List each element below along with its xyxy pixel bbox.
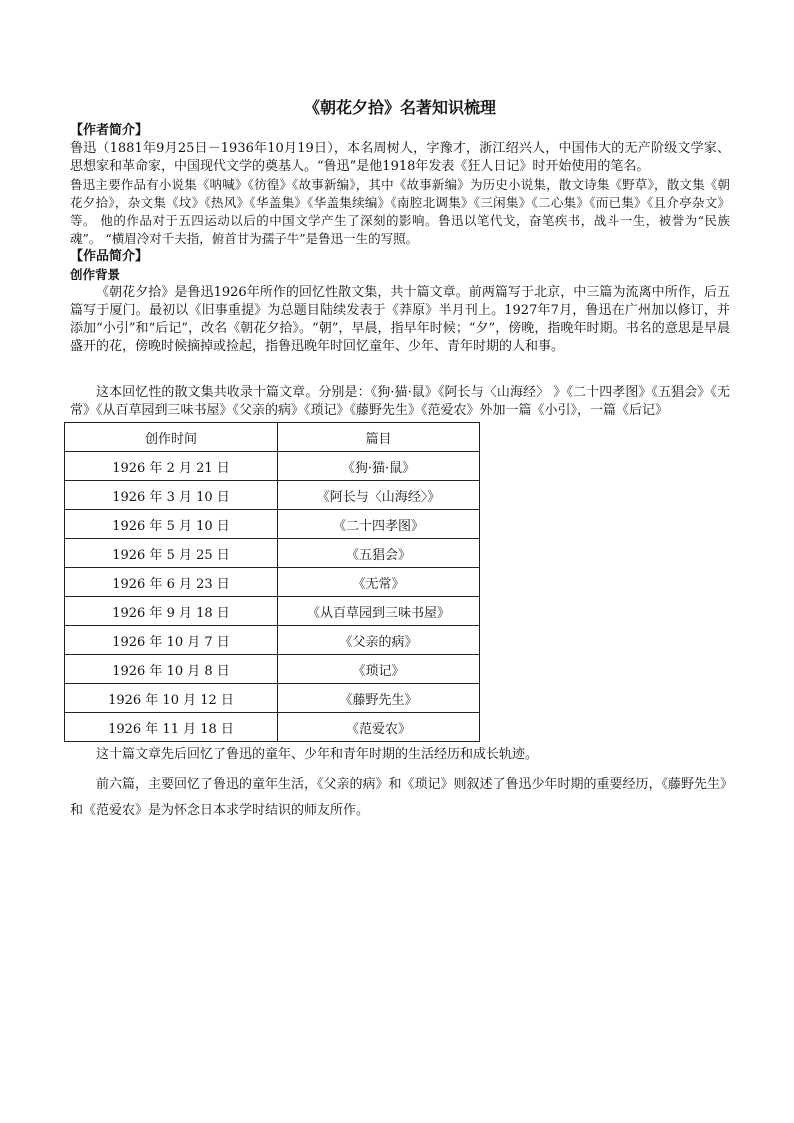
contents-paragraph: 这本回忆性的散文集共收录十篇文章。分别是：《狗·猫·鼠》《阿长与〈山海经〉 》《二十四孝图》《五猖会》《无常》《从百草园到三味书屋》《父亲的病》《琐记》《藤野先生》《范爱农》外加一篇《小引》，一篇《后记》 <box>70 385 730 418</box>
table-cell-date: 1926 年 5 月 10 日 <box>65 510 278 539</box>
table-cell-title: 《藤野先生》 <box>278 684 480 713</box>
table-cell-title: 《阿长与〈山海经〉》 <box>278 481 480 510</box>
table-cell-title: 《父亲的病》 <box>278 626 480 655</box>
table-row <box>65 510 480 539</box>
table-row <box>65 713 480 742</box>
background-subheader: 创作背景 <box>70 267 121 282</box>
table-cell-title: 《从百草园到三味书屋》 <box>278 597 480 626</box>
table-header-title: 篇目 <box>278 423 480 452</box>
table-row <box>65 655 480 684</box>
table-row <box>65 597 480 626</box>
table-cell-title: 《狗·猫·鼠》 <box>278 452 480 481</box>
table-row <box>65 626 480 655</box>
table-row <box>65 568 480 597</box>
table-row <box>65 684 480 713</box>
analysis-paragraph: 前六篇，主要回忆了鲁迅的童年生活，《父亲的病》和《琐记》则叙述了鲁迅少年时期的重要经历，《藤野先生》和《范爱农》是为怀念日本求学时结识的师友所作。 <box>70 777 727 818</box>
document-title: 《朝花夕拾》名著知识梳理 <box>303 98 496 117</box>
table-header-row <box>65 423 480 452</box>
author-works-paragraph: 鲁迅主要作品有小说集《呐喊》《彷徨》《故事新编》，其中《故事新编》为历史小说集，散文诗集《野草》，散文集《朝花夕拾》，杂文集《坟》《热风》《华盖集》《华盖集续编》《南腔北调集》《三闲集》《二心集》《而已集》《且介亭杂文》等。 他的作品对于五四运动以后的中国文学产生了深刻的影响。鲁迅以笔代戈，奋笔疾书，战斗一生，被誉为“民族魂”。 “横眉冷对千夫指，俯首甘为孺子牛”是鲁迅一生的写照。 <box>70 177 730 246</box>
table-cell-date: 1926 年 5 月 25 日 <box>65 539 278 568</box>
table-cell-date: 1926 年 9 月 18 日 <box>65 597 278 626</box>
document-page <box>70 96 730 824</box>
table-header-date: 创作时间 <box>65 423 278 452</box>
table-row <box>65 539 480 568</box>
table-cell-title: 《五猖会》 <box>278 539 480 568</box>
author-bio-paragraph: 鲁迅（1881年9月25日－1936年10月19日），本名周树人，字豫才，浙江绍兴人，中国伟大的无产阶级文学家、思想家和革命家，中国现代文学的奠基人。“鲁迅”是他1918年发表《狂人日记》时开始使用的笔名。 <box>70 141 730 174</box>
table-cell-date: 1926 年 11 月 18 日 <box>65 713 278 742</box>
table-cell-title: 《琐记》 <box>278 655 480 684</box>
works-table <box>64 422 480 742</box>
summary-paragraph: 这十篇文章先后回忆了鲁迅的童年、少年和青年时期的生活经历和成长轨迹。 <box>96 747 539 762</box>
table-cell-title: 《无常》 <box>278 568 480 597</box>
table-cell-date: 1926 年 2 月 21 日 <box>65 452 278 481</box>
table-cell-date: 1926 年 10 月 12 日 <box>65 684 278 713</box>
table-cell-date: 1926 年 3 月 10 日 <box>65 481 278 510</box>
table-row <box>65 452 480 481</box>
table-cell-title: 《范爱农》 <box>278 713 480 742</box>
work-section-header: 【作品简介】 <box>70 249 149 264</box>
table-row <box>65 481 480 510</box>
background-paragraph: 《朝花夕拾》是鲁迅1926年所作的回忆性散文集，共十篇文章。前两篇写于北京，中三篇为流离中所作，后五篇写于厦门。最初以《旧事重提》为总题目陆续发表于《莽原》半月刊上。1927年7月，鲁迅在广州加以修订，并添加“小引”和“后记”，改名《朝花夕拾》。“朝”，早晨，指早年时候；“夕”，傍晚，指晚年时期。书名的意思是早晨盛开的花，傍晚时候摘掉或捡起，指鲁迅晚年时回忆童年、少年、青年时期的人和事。 <box>70 285 730 354</box>
author-section-header: 【作者简介】 <box>70 123 149 138</box>
table-cell-date: 1926 年 10 月 8 日 <box>65 655 278 684</box>
table-cell-date: 1926 年 10 月 7 日 <box>65 626 278 655</box>
table-cell-date: 1926 年 6 月 23 日 <box>65 568 278 597</box>
table-cell-title: 《二十四孝图》 <box>278 510 480 539</box>
